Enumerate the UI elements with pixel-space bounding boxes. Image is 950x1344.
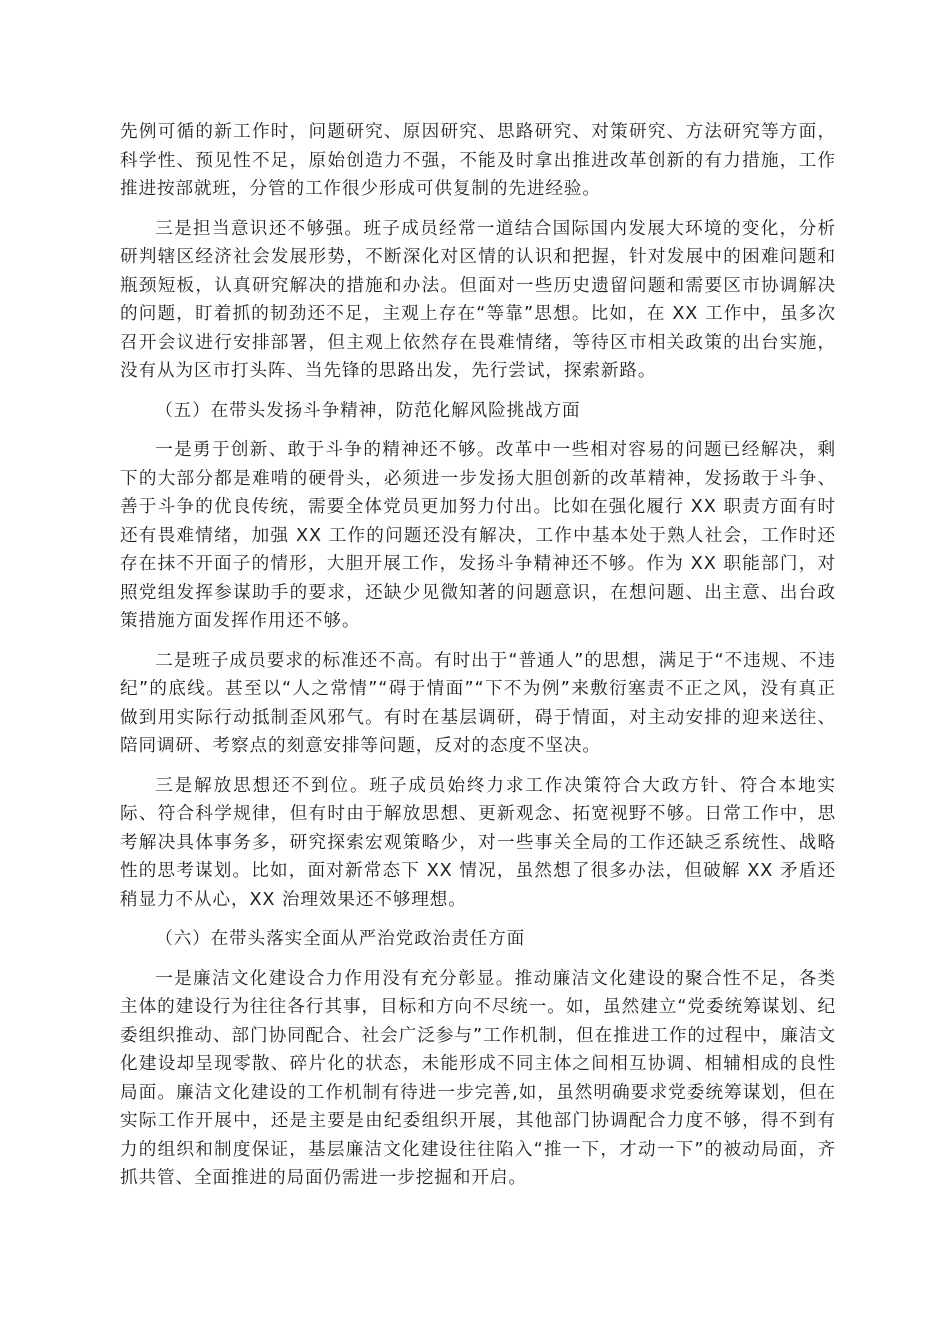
section-heading-5: （五）在带头发扬斗争精神，防范化解风险挑战方面 <box>155 400 581 421</box>
paragraph-continued: 先例可循的新工作时，问题研究、原因研究、思路研究、对策研究、方法研究等方面，科学性、预见性不足，原始创造力不强，不能及时拿出推进改革创新的有力措施，工作推进按部就班，分管的工作很少形成可供复制的先进经验。 <box>120 122 836 199</box>
paragraph-responsibility-awareness: 三是担当意识还不够强。班子成员经常一道结合国际国内发展大环境的变化，分析研判辖区经济社会发展形势，不断深化对区情的认识和把握，针对发展中的困难问题和瓶颈短板，认真研究解决的措施和办法。但面对一些历史遗留问题和需要区市协调解决的问题，盯着抓的韧劲还不足，主观上存在“等靠”思想。比如，在 XX 工作中，虽多次召开会议进行安排部署，但主观上依然存在畏难情绪，等待区市相关政策的出台实施，没有从为区市打头阵、当先锋的思路出发，先行尝试，探索新路。 <box>120 218 836 381</box>
section-heading-6: （六）在带头落实全面从严治党政治责任方面 <box>155 929 526 949</box>
paragraph-emancipating-minds: 三是解放思想还不到位。班子成员始终力求工作决策符合大政方针、符合本地实际、符合科学规律，但有时由于解放思想、更新观念、拓宽视野不够。日常工作中，思考解决具体事务多，研究探索宏观策略少，对一些事关全局的工作还缺乏系统性、战略性的思考谋划。比如，面对新常态下 XX 情况，虽然想了很多办法，但破解 XX 矛盾还稍显力不从心，XX 治理效果还不够理想。 <box>120 775 836 910</box>
paragraph-standards: 二是班子成员要求的标准还不高。有时出于“普通人”的思想，满足于“不违规、不违纪”的底线。甚至以“人之常情”“碍于情面”“下不为例”来敷衍塞责不正之风，没有真正做到用实际行动抵制歪风邪气。有时在基层调研，碍于情面，对主动安排的迎来送往、陪同调研、考察点的刻意安排等问题，反对的态度不坚决。 <box>120 650 836 756</box>
paragraph-integrity-culture: 一是廉洁文化建设合力作用没有充分彰显。推动廉洁文化建设的聚合性不足，各类主体的建设行为往往各行其事，目标和方向不尽统一。如，虽然建立“党委统筹谋划、纪委组织推动、部门协同配合、社会广泛参与”工作机制，但在推进工作的过程中，廉洁文化建设却呈现零散、碎片化的状态，未能形成不同主体之间相互协调、相辅相成的良性局面。廉洁文化建设的工作机制有待进一步完善,如，虽然明确要求党委统筹谋划，但在实际工作开展中，还是主要是由纪委组织开展，其他部门协调配合力度不够，得不到有力的组织和制度保证，基层廉洁文化建设往往陷入“推一下，才动一下”的被动局面，齐抓共管、全面推进的局面仍需进一步挖掘和开启。 <box>120 968 836 1188</box>
document-body <box>120 118 836 1204</box>
paragraph-innovation-spirit: 一是勇于创新、敢于斗争的精神还不够。改革中一些相对容易的问题已经解决，剩下的大部分都是难啃的硬骨头，必须进一步发扬大胆创新的改革精神，发扬敢于斗争、善于斗争的优良传统，需要全体党员更加努力付出。比如在强化履行 XX 职责方面有时还有畏难情绪，加强 XX 工作的问题还没有解决，工作中基本处于熟人社会，工作时还存在抹不开面子的情形，大胆开展工作，发扬斗争精神还不够。作为 XX 职能部门，对照党组发挥参谋助手的要求，还缺少见微知著的问题意识，在想问题、出主意、出台政策措施方面发挥作用还不够。 <box>120 440 836 631</box>
